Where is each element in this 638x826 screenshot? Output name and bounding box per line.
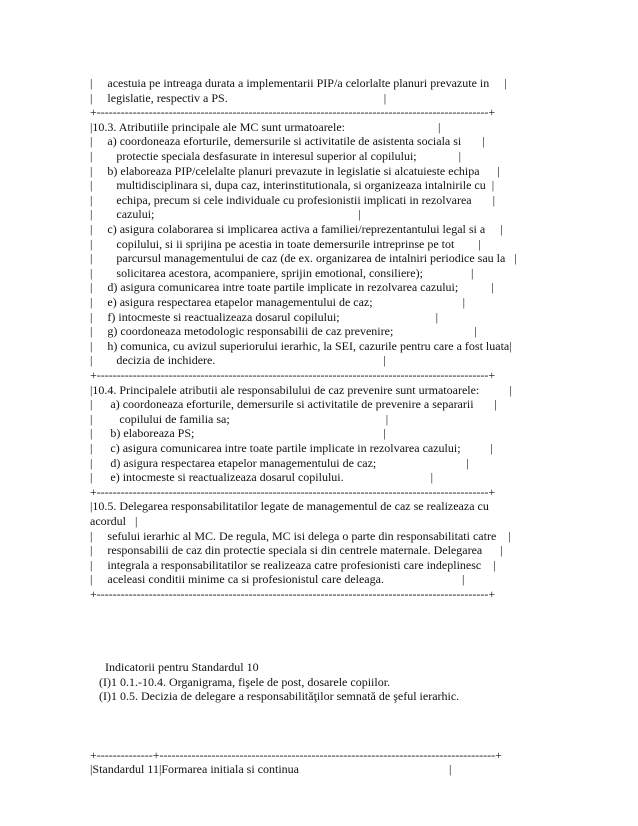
text-line: +--------------+------------------------------------------------------------------------------------+ [90,747,502,762]
text-line: | solicitarea acestora, acompaniere, sprijin emotional, consiliere); | [90,265,474,280]
text-line: | e) asigura respectarea etapelor managementului de caz; | [90,295,465,309]
text-line: | d) asigura comunicarea intre toate partile implicate in rezolvarea cazului; | [90,280,494,295]
text-line: | g) coordoneaza metodologic responsabilii de caz prevenire; | [90,324,477,339]
text-line: | parcursul managementului de caz (de ex. organizarea de intalniri periodice sau la | [90,251,517,266]
text-line: | d) asigura respectarea etapelor managementului de caz; | [90,455,469,470]
text-line: | multidisciplinara si, dupa caz, interinstitutionala, si organizeaza intalnirile cu | [90,178,495,193]
text-line: +--------------------------------------------------------------------------------------------------+ [90,484,496,499]
text-line: | cazului; | [90,207,361,222]
text-line: | a) coordoneaza eforturile, demersurile si activitatile de asistenta sociala si | [90,134,485,149]
text-line: | aceleasi conditii minime ca si profesionistul care deleaga. | [90,572,465,587]
text-line: (I)1 0.5. Decizia de delegare a responsabilităţilor semnată de şeful ierarhic. [90,689,460,704]
text-line: | acestuia pe intreaga durata a implementarii PIP/a celorlalte planuri prevazute in | [90,76,507,90]
text-line: | e) intocmeste si reactualizeaza dosarul copilului. | [90,470,434,485]
text-line: | legislatie, respectiv a PS. | [90,90,387,105]
text-line: | b) elaboreaza PIP/celelalte planuri prevazute in legislatie si alcatuieste echipa | [90,163,500,178]
text-line: | copilului, si ii sprijina pe acestia in toate demersurile intreprinse pe tot | [90,236,481,251]
text-line: |10.3. Atributiile principale ale MC sunt urmatoarele: | [90,119,441,134]
text-line: +--------------------------------------------------------------------------------------------------+ [90,368,496,382]
text-line: | integrala a responsabilitatilor se realizeaza catre profesionisti care indeplinesc | [90,557,496,572]
text-line: | h) comunica, cu avizul superiorului ierarhic, la SEI, cazurile pentru care a fost luata| [90,338,512,353]
text-line: | protectie speciala desfasurate in interesul superior al copilului; | [90,149,462,163]
text-line: |Standardul 11|Formarea initiala si continua | [90,762,452,777]
text-line: |10.4. Principalele atributii ale responsabilului de caz prevenire sunt urmatoarele: | [90,382,512,397]
text-line: +--------------------------------------------------------------------------------------------------+ [90,105,496,120]
text-line: acordul | [90,514,138,528]
text-line: | sefului ierarhic al MC. De regula, MC isi delega o parte din responsabilitati catre | [90,528,511,543]
text-line: | c) asigura comunicarea intre toate partile implicate in rezolvarea cazului; | [90,441,493,455]
text-line: | a) coordoneaza eforturile, demersurile si activitatile de prevenire a separarii | [90,397,497,412]
text-line: | decizia de inchidere. | [90,353,386,368]
text-line: (I)1 0.1.-10.4. Organigrama, fişele de post, dosarele copiilor. [90,674,391,689]
text-line: | f) intocmeste si reactualizeaza dosarul copilului; | [90,309,439,324]
text-line: Indicatorii pentru Standardul 10 [90,660,259,674]
text-line: | b) elaboreaza PS; | [90,426,386,441]
text-line: | echipa, precum si cele individuale cu profesionistii implicati in rezolvarea | [90,192,496,207]
text-line: | copilului de familia sa; | [90,411,389,426]
text-line: +--------------------------------------------------------------------------------------------------+ [90,587,496,601]
text-line: | c) asigura colaborarea si implicarea activa a familiei/reprezentantului legal si a | [90,222,503,236]
text-line: | responsabilii de caz din protectie speciala si din centrele maternale. Delegarea | [90,543,503,558]
text-line: |10.5. Delegarea responsabilitatilor legate de managementul de caz se realizeaza cu [90,499,489,514]
